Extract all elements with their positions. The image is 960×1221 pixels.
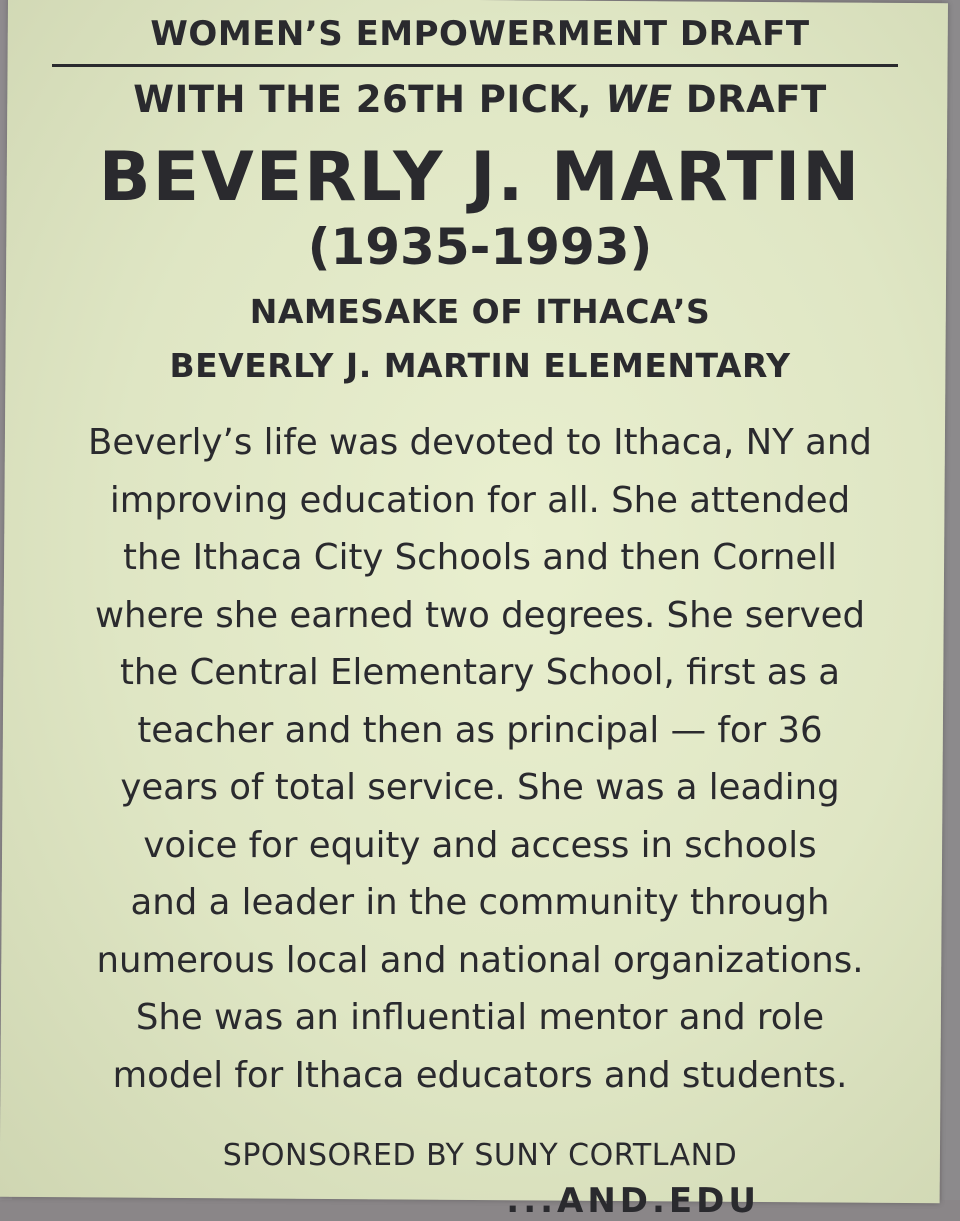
heading-underline bbox=[52, 64, 898, 67]
body-line: model for Ithaca educators and students. bbox=[112, 1055, 848, 1096]
body-line: voice for equity and access in schools bbox=[143, 825, 817, 866]
body-line: where she earned two degrees. She served bbox=[94, 595, 866, 636]
body-line: the Central Elementary School, first as a bbox=[119, 652, 841, 693]
honoree-name: BEVERLY J. MARTIN bbox=[98, 138, 862, 217]
namesake-line-1: NAMESAKE OF ITHACA’S bbox=[249, 292, 711, 331]
cut-off-text bbox=[240, 1181, 760, 1221]
honoree-years: (1935-1993) bbox=[307, 218, 653, 276]
card-heading: WOMEN’S EMPOWERMENT DRAFT bbox=[150, 14, 810, 54]
cut-off-text-content: ...AND.EDU bbox=[506, 1181, 760, 1221]
body-line: the Ithaca City Schools and then Cornell bbox=[123, 537, 837, 578]
body-line: She was an influential mentor and role bbox=[135, 997, 825, 1038]
pick-line-text: WITH THE 26TH PICK, WE DRAFT bbox=[133, 78, 827, 121]
body-line: years of total service. She was a leading bbox=[120, 767, 840, 808]
namesake-line-2: BEVERLY J. MARTIN ELEMENTARY bbox=[169, 346, 791, 385]
body-line: and a leader in the community through bbox=[130, 882, 830, 923]
pick-line bbox=[0, 78, 960, 121]
body-line: improving education for all. She attended bbox=[109, 480, 851, 521]
pick-line-emphasis: WE bbox=[605, 78, 673, 121]
sponsor-line: SPONSORED BY SUNY CORTLAND bbox=[222, 1138, 738, 1173]
body-line: numerous local and national organizations. bbox=[96, 940, 864, 981]
body-line: Beverly’s life was devoted to Ithaca, NY and bbox=[88, 422, 872, 463]
body-line: teacher and then as principal — for 36 bbox=[137, 710, 823, 751]
